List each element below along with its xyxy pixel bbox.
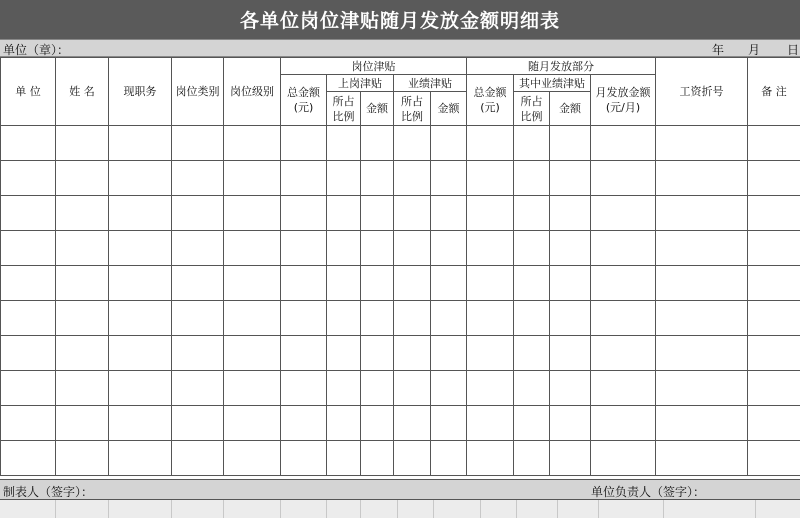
table-cell[interactable] [431, 231, 467, 266]
table-cell[interactable] [1, 231, 56, 266]
table-cell[interactable] [224, 371, 281, 406]
table-cell[interactable] [591, 126, 656, 161]
table-cell[interactable] [514, 301, 550, 336]
table-cell[interactable] [656, 231, 748, 266]
table-cell[interactable] [281, 266, 327, 301]
table-cell[interactable] [748, 266, 800, 301]
day-label: 日 [787, 43, 800, 57]
table-cell[interactable] [467, 336, 514, 371]
table-cell[interactable] [361, 126, 394, 161]
table-cell[interactable] [172, 336, 224, 371]
strip-gridline [557, 500, 558, 518]
table-row [1, 441, 800, 476]
table-cell[interactable] [467, 441, 514, 476]
table-cell[interactable] [394, 371, 431, 406]
table-cell[interactable] [1, 196, 56, 231]
header-post-allowance: 岗位津贴 [281, 58, 467, 75]
table-cell[interactable] [550, 196, 591, 231]
table-row [1, 266, 800, 301]
table-cell[interactable] [591, 196, 656, 231]
page-title: 各单位岗位津贴随月发放金额明细表 [0, 0, 800, 39]
table-cell[interactable] [550, 231, 591, 266]
table-cell[interactable] [550, 371, 591, 406]
table-cell[interactable] [748, 441, 800, 476]
strip-gridline [516, 500, 517, 518]
table-cell[interactable] [514, 126, 550, 161]
table-cell[interactable] [224, 196, 281, 231]
table-cell[interactable] [109, 336, 172, 371]
table-cell[interactable] [591, 336, 656, 371]
table-cell[interactable] [361, 406, 394, 441]
strip-gridline [326, 500, 327, 518]
table-cell[interactable] [224, 231, 281, 266]
table-cell[interactable] [514, 336, 550, 371]
strip-gridline [108, 500, 109, 518]
year-label: 年 [712, 43, 725, 57]
table-cell[interactable] [281, 196, 327, 231]
strip-gridline [480, 500, 481, 518]
table-cell[interactable] [550, 126, 591, 161]
table-cell[interactable] [109, 301, 172, 336]
table-cell[interactable] [467, 371, 514, 406]
table-cell[interactable] [327, 126, 361, 161]
header-on-duty-allowance: 上岗津贴 [327, 75, 394, 92]
strip-gridline [360, 500, 361, 518]
table-cell[interactable] [431, 301, 467, 336]
table-cell[interactable] [327, 266, 361, 301]
table-cell[interactable] [172, 231, 224, 266]
table-cell[interactable] [56, 266, 109, 301]
strip-gridline [663, 500, 664, 518]
table-cell[interactable] [281, 231, 327, 266]
table-cell[interactable] [109, 441, 172, 476]
table-cell[interactable] [591, 266, 656, 301]
table-cell[interactable] [394, 266, 431, 301]
table-cell[interactable] [224, 406, 281, 441]
allowance-table [0, 57, 800, 476]
table-cell[interactable] [361, 441, 394, 476]
table-cell[interactable] [467, 126, 514, 161]
table-cell[interactable] [327, 231, 361, 266]
table-cell[interactable] [591, 441, 656, 476]
table-cell[interactable] [1, 371, 56, 406]
table-cell[interactable] [224, 336, 281, 371]
table-cell[interactable] [514, 266, 550, 301]
table-cell[interactable] [109, 371, 172, 406]
table-cell[interactable] [748, 196, 800, 231]
table-cell[interactable] [656, 371, 748, 406]
table-cell[interactable] [550, 441, 591, 476]
table-cell[interactable] [467, 196, 514, 231]
table-cell[interactable] [56, 196, 109, 231]
table-cell[interactable] [514, 231, 550, 266]
table-cell[interactable] [431, 196, 467, 231]
table-cell[interactable] [56, 406, 109, 441]
table-cell[interactable] [224, 126, 281, 161]
table-cell[interactable] [467, 301, 514, 336]
header-monthly-total: 总金额 (元) [467, 75, 514, 126]
table-cell[interactable] [1, 266, 56, 301]
table-cell[interactable] [656, 406, 748, 441]
table-cell[interactable] [281, 161, 327, 196]
header-unit: 单 位 [1, 58, 56, 126]
table-cell[interactable] [656, 161, 748, 196]
table-cell[interactable] [431, 371, 467, 406]
table-cell[interactable] [514, 161, 550, 196]
header-of-which-performance: 其中业绩津贴 [514, 75, 591, 92]
table-cell[interactable] [656, 196, 748, 231]
table-cell[interactable] [550, 161, 591, 196]
strip-gridline [171, 500, 172, 518]
table-cell[interactable] [748, 336, 800, 371]
table-row [1, 231, 800, 266]
header-monthly-ratio: 所占 比例 [514, 92, 550, 126]
table-cell[interactable] [550, 406, 591, 441]
header-bank-book: 工资折号 [656, 58, 748, 126]
table-cell[interactable] [172, 161, 224, 196]
header-on-duty-ratio: 所占 比例 [327, 92, 361, 126]
header-monthly-amount: 金额 [550, 92, 591, 126]
table-cell[interactable] [431, 441, 467, 476]
strip-gridline [755, 500, 756, 518]
table-cell[interactable] [281, 126, 327, 161]
table-cell[interactable] [281, 406, 327, 441]
table-cell[interactable] [394, 231, 431, 266]
unit-label: 单位（章）： [3, 43, 70, 57]
table-cell[interactable] [394, 406, 431, 441]
table-cell[interactable] [172, 371, 224, 406]
table-row [1, 301, 800, 336]
table-cell[interactable] [514, 196, 550, 231]
table-cell[interactable] [467, 406, 514, 441]
table-cell[interactable] [56, 371, 109, 406]
table-cell[interactable] [748, 161, 800, 196]
table-cell[interactable] [748, 126, 800, 161]
header-performance-allowance: 业绩津贴 [394, 75, 467, 92]
table-cell[interactable] [431, 336, 467, 371]
strip-gridline [223, 500, 224, 518]
table-cell[interactable] [550, 301, 591, 336]
table-cell[interactable] [656, 126, 748, 161]
table-cell[interactable] [514, 371, 550, 406]
table-cell[interactable] [224, 161, 281, 196]
table-cell[interactable] [172, 406, 224, 441]
table-cell[interactable] [361, 231, 394, 266]
table-cell[interactable] [394, 126, 431, 161]
table-cell[interactable] [431, 126, 467, 161]
table-cell[interactable] [281, 371, 327, 406]
table-cell[interactable] [1, 301, 56, 336]
header-remarks: 备 注 [748, 58, 800, 126]
table-row [1, 336, 800, 371]
strip-gridline [55, 500, 56, 518]
table-row [1, 126, 800, 161]
table-cell[interactable] [656, 441, 748, 476]
table-row [1, 371, 800, 406]
header-name: 姓 名 [56, 58, 109, 126]
table-cell[interactable] [1, 336, 56, 371]
strip-gridline [280, 500, 281, 518]
header-monthly-part: 随月发放部分 [467, 58, 656, 75]
table-cell[interactable] [361, 336, 394, 371]
header-performance-amount: 金额 [431, 92, 467, 126]
table-cell[interactable] [591, 371, 656, 406]
sheet-bottom-strip [0, 500, 800, 518]
table-cell[interactable] [56, 231, 109, 266]
table-cell[interactable] [514, 441, 550, 476]
table-cell[interactable] [172, 126, 224, 161]
table-cell[interactable] [1, 161, 56, 196]
header-post-level: 岗位级别 [224, 58, 281, 126]
table-cell[interactable] [327, 441, 361, 476]
table-cell[interactable] [172, 441, 224, 476]
table-cell[interactable] [394, 301, 431, 336]
table-cell[interactable] [327, 406, 361, 441]
table-cell[interactable] [56, 161, 109, 196]
table-body [1, 126, 800, 476]
table-cell[interactable] [748, 406, 800, 441]
table-cell[interactable] [172, 196, 224, 231]
table-cell[interactable] [327, 336, 361, 371]
header-post-category: 岗位类别 [172, 58, 224, 126]
table-cell[interactable] [394, 441, 431, 476]
table-row [1, 406, 800, 441]
table-cell[interactable] [224, 266, 281, 301]
table-cell[interactable] [467, 161, 514, 196]
table-cell[interactable] [361, 301, 394, 336]
strip-gridline [397, 500, 398, 518]
header-allowance-total: 总金额 (元) [281, 75, 327, 126]
header-current-position: 现职务 [109, 58, 172, 126]
table-cell[interactable] [1, 406, 56, 441]
table-cell[interactable] [281, 301, 327, 336]
unit-info-row [0, 39, 800, 57]
table-cell[interactable] [656, 336, 748, 371]
table-cell[interactable] [361, 371, 394, 406]
table-cell[interactable] [172, 301, 224, 336]
table-cell[interactable] [431, 161, 467, 196]
table-cell[interactable] [394, 161, 431, 196]
preparer-signature-label: 制表人（签字）： [3, 485, 94, 499]
table-cell[interactable] [56, 301, 109, 336]
table-cell[interactable] [361, 161, 394, 196]
table-cell[interactable] [327, 196, 361, 231]
table-cell[interactable] [550, 336, 591, 371]
table-cell[interactable] [431, 406, 467, 441]
table-row [1, 161, 800, 196]
strip-gridline [433, 500, 434, 518]
table-cell[interactable] [361, 196, 394, 231]
table-cell[interactable] [467, 266, 514, 301]
table-cell[interactable] [281, 441, 327, 476]
table-cell[interactable] [109, 161, 172, 196]
table-cell[interactable] [591, 161, 656, 196]
table-cell[interactable] [1, 126, 56, 161]
table-cell[interactable] [109, 266, 172, 301]
table-cell[interactable] [327, 161, 361, 196]
unit-head-signature-label: 单位负责人（签字）： [591, 485, 706, 499]
table-cell[interactable] [56, 441, 109, 476]
table-cell[interactable] [591, 301, 656, 336]
table-cell[interactable] [1, 441, 56, 476]
table-cell[interactable] [327, 371, 361, 406]
table-cell[interactable] [656, 301, 748, 336]
table-cell[interactable] [172, 266, 224, 301]
strip-gridline [598, 500, 599, 518]
table-cell[interactable] [748, 231, 800, 266]
table-cell[interactable] [591, 231, 656, 266]
table-cell[interactable] [748, 371, 800, 406]
table-cell[interactable] [748, 301, 800, 336]
table-cell[interactable] [394, 196, 431, 231]
table-cell[interactable] [56, 336, 109, 371]
signature-row [0, 479, 800, 500]
table-cell[interactable] [514, 406, 550, 441]
table-cell[interactable] [281, 336, 327, 371]
table-cell[interactable] [467, 231, 514, 266]
header-performance-ratio: 所占 比例 [394, 92, 431, 126]
table-cell[interactable] [394, 336, 431, 371]
table-cell[interactable] [656, 266, 748, 301]
month-label: 月 [748, 43, 761, 57]
table-cell[interactable] [224, 301, 281, 336]
table-header [1, 58, 800, 126]
table-cell[interactable] [361, 266, 394, 301]
table-cell[interactable] [109, 231, 172, 266]
table-cell[interactable] [591, 406, 656, 441]
table-cell[interactable] [109, 406, 172, 441]
table-row [1, 196, 800, 231]
header-monthly-release: 月发放金额 (元/月) [591, 75, 656, 126]
table-cell[interactable] [431, 266, 467, 301]
table-cell[interactable] [327, 301, 361, 336]
table-cell[interactable] [56, 126, 109, 161]
header-on-duty-amount: 金额 [361, 92, 394, 126]
table-cell[interactable] [224, 441, 281, 476]
table-cell[interactable] [109, 126, 172, 161]
table-cell[interactable] [550, 266, 591, 301]
table-cell[interactable] [109, 196, 172, 231]
